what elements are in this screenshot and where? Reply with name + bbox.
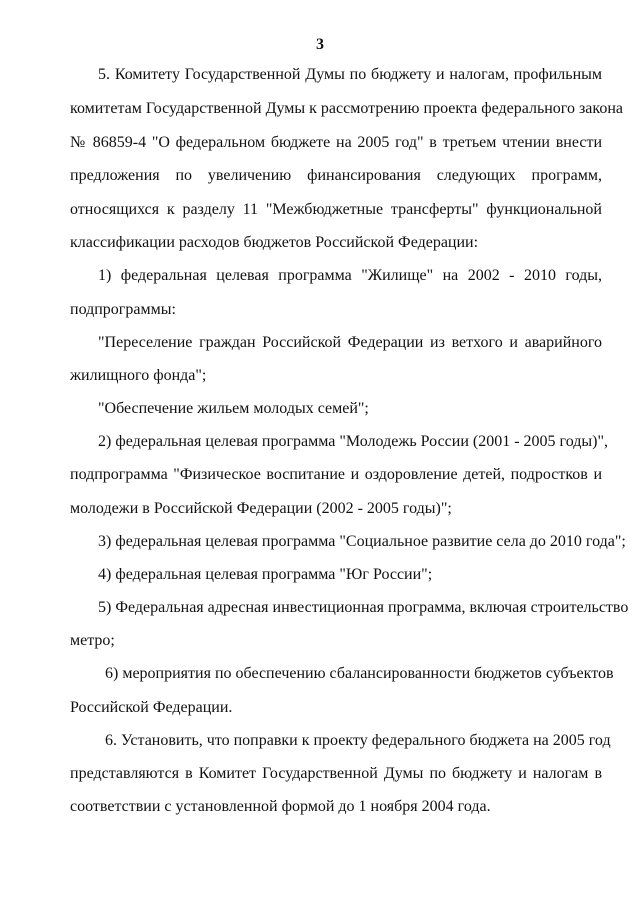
item-4-line: 4) федеральная целевая программа "Юг России"; (98, 566, 433, 583)
item-6-line: Российской Федерации. (70, 699, 233, 716)
item-2-line: молодежи в Российской Федерации (2002 - 2005 годы)"; (70, 500, 452, 517)
item-1-line: 1) федеральная целевая программа "Жилище" на 2002 - 2010 годы, (98, 267, 602, 284)
subprogram-line: "Переселение граждан Российской Федерации из ветхого и аварийного (98, 334, 602, 351)
item-5-line: метро; (70, 632, 115, 649)
item-2-line: 2) федеральная целевая программа "Молодежь России (2001 - 2005 годы)", (98, 433, 608, 450)
paragraph-5-line: классификации расходов бюджетов Российской Федерации: (70, 234, 479, 251)
item-1-line: подпрограммы: (70, 301, 176, 318)
paragraph-6-line: представляются в Комитет Государственной Думы по бюджету и налогам в (70, 765, 602, 782)
subprogram-line: жилищного фонда"; (70, 367, 207, 384)
page-number: 3 (316, 36, 324, 53)
paragraph-5-line: предложения по увеличению финансирования следующих программ, (70, 167, 602, 184)
paragraph-5-line: № 86859-4 "О федеральном бюджете на 2005 год" в третьем чтении внести (70, 134, 602, 151)
subprogram-line: "Обеспечение жильем молодых семей"; (98, 400, 369, 417)
item-5-line: 5) Федеральная адресная инвестиционная программа, включая строительство (98, 599, 629, 616)
item-6-line: 6) мероприятия по обеспечению сбалансированности бюджетов субъектов (105, 665, 614, 682)
paragraph-6-line: 6. Установить, что поправки к проекту федерального бюджета на 2005 год (105, 732, 611, 749)
item-2-line: подпрограмма "Физическое воспитание и оздоровление детей, подростков и (70, 466, 602, 483)
item-3-line: 3) федеральная целевая программа "Социальное развитие села до 2010 года"; (98, 533, 626, 550)
paragraph-5-line: 5. Комитету Государственной Думы по бюджету и налогам, профильным (98, 66, 602, 83)
paragraph-5-line: комитетам Государственной Думы к рассмотрению проекта федерального закона (70, 100, 624, 117)
paragraph-6-line: соответствии с установленной формой до 1 ноября 2004 года. (70, 798, 491, 815)
paragraph-5-line: относящихся к разделу 11 "Межбюджетные трансферты" функциональной (70, 201, 602, 218)
